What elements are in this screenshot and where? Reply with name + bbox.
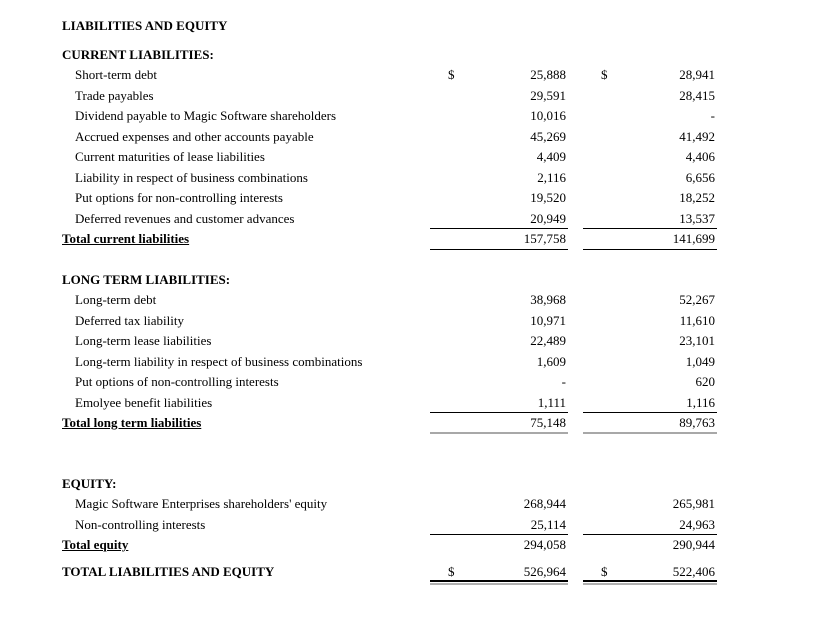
table-row (62, 393, 717, 414)
total-row-label: Total equity (62, 537, 129, 552)
amount-col2: 41,492 (679, 128, 715, 144)
amount-col2: 290,944 (672, 537, 715, 552)
row-label: Put options for non-controlling interests (75, 190, 283, 205)
amount-col2: 23,101 (679, 333, 715, 348)
amount-col2: 141,699 (672, 231, 715, 246)
row-label: Long-term lease liabilities (75, 333, 212, 348)
amount-col1: 1,111 (537, 394, 566, 410)
amount-col1: 157,758 (523, 231, 566, 246)
section-header-long-term-liabilities (62, 270, 717, 291)
table-row (62, 331, 717, 352)
row-label: Non-controlling interests (75, 516, 206, 532)
amount-col1: 25,888 (530, 67, 566, 82)
amount-col2: 522,406 (672, 563, 715, 579)
column-gap (568, 413, 583, 434)
column-gap (568, 86, 583, 107)
column-gap (568, 168, 583, 189)
table-row (62, 188, 717, 209)
table-row (62, 290, 717, 311)
row-label: Deferred tax liability (75, 312, 185, 328)
table-row (62, 372, 717, 393)
section-header-label: LONG TERM LIABILITIES: (62, 271, 231, 287)
row-label: Deferred revenues and customer advances (75, 210, 295, 226)
grand-total-label: TOTAL LIABILITIES AND EQUITY (62, 563, 275, 579)
column-gap (568, 229, 583, 250)
amount-cell-col1 (430, 147, 568, 168)
amount-cell-col1 (430, 168, 568, 189)
amount-col2: 28,941 (679, 67, 715, 82)
amount-col2: 89,763 (679, 415, 715, 430)
amount-col1: 4,409 (536, 149, 566, 164)
amount-cell-col2 (583, 209, 717, 230)
amount-cell-col2 (583, 147, 717, 168)
table-row (62, 168, 717, 189)
amount-col2: 1,116 (686, 394, 715, 410)
table-row (62, 352, 717, 373)
total-row-current-liabilities (62, 229, 717, 250)
amount-col2: 11,610 (679, 312, 715, 328)
amount-cell-col1 (430, 535, 568, 556)
table-row (62, 209, 717, 230)
page-title: LIABILITIES AND EQUITY (62, 18, 228, 33)
amount-cell-col2 (583, 229, 717, 250)
total-row-label: Total long term liabilities (62, 415, 202, 430)
total-row-equity (62, 535, 717, 556)
row-label: Put options of non-controlling interests (75, 374, 279, 389)
amount-cell-col1 (430, 494, 568, 515)
amount-col1: 29,591 (530, 87, 566, 103)
currency-symbol: $ (601, 563, 608, 579)
amount-col2: 620 (695, 374, 715, 389)
row-label: Accrued expenses and other accounts payable (75, 128, 314, 144)
section-header-label: CURRENT LIABILITIES: (62, 46, 214, 62)
amount-col1: 10,971 (530, 312, 566, 328)
amount-cell-col2 (583, 65, 717, 86)
amount-cell-col2 (583, 311, 717, 332)
section-header-equity (62, 474, 717, 495)
amount-col1: 2,116 (537, 169, 566, 185)
column-gap (568, 147, 583, 168)
amount-cell-col1 (430, 188, 568, 209)
amount-cell-col2 (583, 86, 717, 107)
column-gap (568, 106, 583, 127)
amount-cell-col1 (430, 413, 568, 434)
table-row (62, 515, 717, 536)
amount-col2: 13,537 (679, 210, 715, 226)
amount-cell-col2 (583, 515, 717, 536)
amount-cell-col1 (430, 290, 568, 311)
amount-cell-col1 (430, 372, 568, 393)
row-label: Trade payables (75, 87, 154, 103)
title-row (62, 16, 717, 37)
amount-col1: 19,520 (530, 190, 566, 205)
total-row-long-term-liabilities (62, 413, 717, 434)
amount-cell-col2 (583, 352, 717, 373)
currency-symbol: $ (448, 67, 455, 82)
amount-cell-col1 (430, 209, 568, 230)
table-row (62, 86, 717, 107)
column-gap (568, 65, 583, 86)
amount-col1: 294,058 (523, 537, 566, 552)
currency-symbol: $ (448, 563, 455, 579)
amount-col1: - (561, 374, 566, 389)
currency-symbol: $ (601, 67, 608, 82)
amount-col2: 4,406 (685, 149, 715, 164)
amount-col2: 24,963 (679, 516, 715, 532)
amount-cell-col2 (583, 413, 717, 434)
amount-col1: 1,609 (536, 353, 566, 369)
amount-col2: 6,656 (685, 169, 715, 185)
amount-cell-col1 (430, 106, 568, 127)
grand-total-row (62, 562, 717, 583)
row-label: Long-term liability in respect of business combinations (75, 353, 363, 369)
column-gap (568, 311, 583, 332)
amount-col1: 25,114 (530, 516, 566, 532)
column-gap (568, 352, 583, 373)
table-row (62, 494, 717, 515)
column-gap (568, 494, 583, 515)
amount-cell-col2 (583, 372, 717, 393)
amount-cell-col1 (430, 86, 568, 107)
column-gap (568, 331, 583, 352)
amount-col1: 268,944 (523, 496, 566, 511)
row-label: Short-term debt (75, 67, 157, 82)
amount-col1: 526,964 (523, 563, 566, 579)
table-row (62, 311, 717, 332)
total-row-label: Total current liabilities (62, 231, 190, 246)
row-label: Long-term debt (75, 292, 157, 307)
column-gap (568, 290, 583, 311)
section-header-current-liabilities (62, 45, 717, 66)
amount-cell-col2 (583, 290, 717, 311)
amount-col2: 18,252 (679, 190, 715, 205)
amount-cell-col1 (430, 515, 568, 536)
column-gap (568, 188, 583, 209)
amount-col1: 38,968 (530, 292, 566, 307)
amount-col2: 265,981 (672, 496, 715, 511)
row-label: Liability in respect of business combinations (75, 169, 308, 185)
amount-col2: - (710, 108, 715, 123)
amount-cell-col2 (583, 168, 717, 189)
amount-col1: 75,148 (530, 415, 566, 430)
amount-col1: 20,949 (530, 210, 566, 226)
amount-cell-col1 (430, 331, 568, 352)
amount-cell-col1 (430, 393, 568, 414)
amount-cell-col2 (583, 494, 717, 515)
table-row (62, 65, 717, 86)
amount-col1: 10,016 (530, 108, 566, 123)
column-gap (568, 372, 583, 393)
column-gap (568, 127, 583, 148)
table-row (62, 147, 717, 168)
row-label: Dividend payable to Magic Software shareholders (75, 108, 337, 123)
amount-cell-col1 (430, 562, 568, 583)
table-row (62, 106, 717, 127)
row-label: Current maturities of lease liabilities (75, 149, 265, 164)
amount-cell-col1 (430, 229, 568, 250)
row-label: Magic Software Enterprises shareholders' equity (75, 496, 328, 511)
column-gap (568, 209, 583, 230)
column-gap (568, 535, 583, 556)
amount-cell-col2 (583, 127, 717, 148)
amount-cell-col2 (583, 188, 717, 209)
amount-col2: 1,049 (685, 353, 715, 369)
amount-cell-col2 (583, 106, 717, 127)
amount-cell-col2 (583, 562, 717, 583)
amount-cell-col2 (583, 393, 717, 414)
amount-cell-col1 (430, 311, 568, 332)
table-row (62, 127, 717, 148)
column-gap (568, 393, 583, 414)
amount-cell-col2 (583, 331, 717, 352)
column-gap (568, 515, 583, 536)
amount-col1: 22,489 (530, 333, 566, 348)
section-header-label: EQUITY: (62, 475, 117, 491)
amount-cell-col2 (583, 535, 717, 556)
amount-cell-col1 (430, 352, 568, 373)
amount-col2: 52,267 (679, 292, 715, 307)
amount-cell-col1 (430, 127, 568, 148)
amount-col2: 28,415 (679, 87, 715, 103)
amount-col1: 45,269 (530, 128, 566, 144)
column-gap (568, 562, 583, 583)
row-label: Emolyee benefit liabilities (75, 394, 213, 410)
amount-cell-col1 (430, 65, 568, 86)
